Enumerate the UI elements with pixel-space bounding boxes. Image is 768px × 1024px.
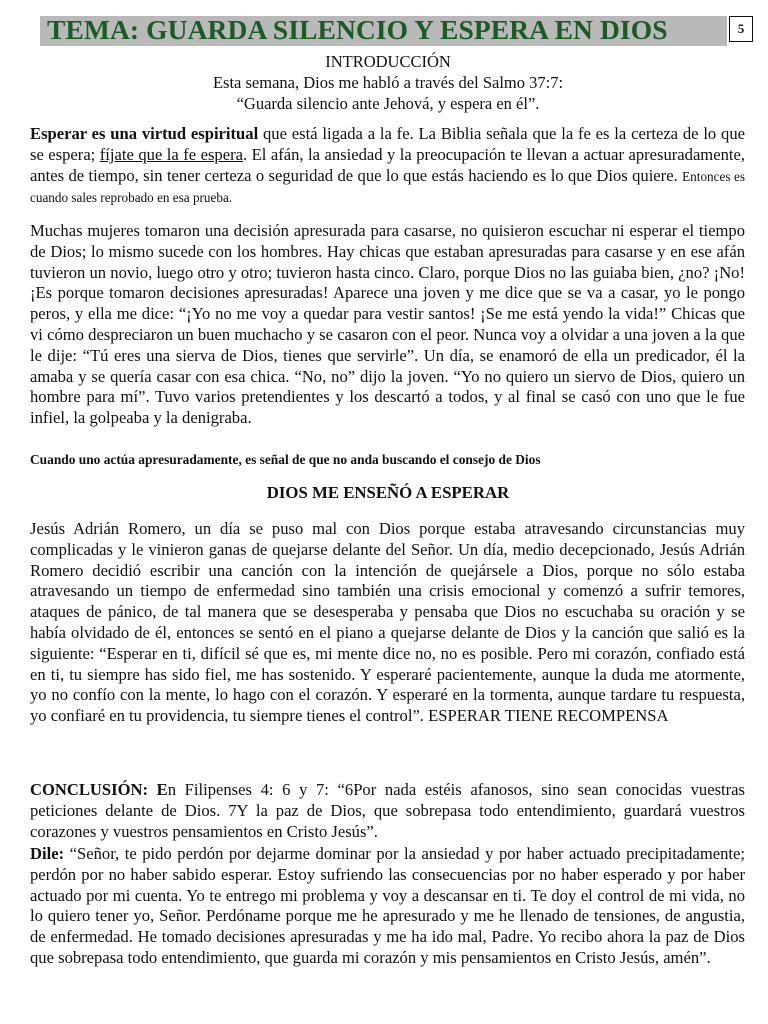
prayer-text: “Señor, te pido perdón por dejarme dominar por la ansiedad y por haber actuado precipitadamente; perdón por no haber sabido esperar. Estoy sufriendo las consecuencias por no haber esperado y por haber actuado por mi cuenta. Yo te entrego mi problema y voy a descansar en ti. Te doy el control de mi vida, no lo quiero tener yo, Señor. Perdóname porque me he apresurado y me he llenado de tensiones, de angustia, de enfermedad. He tomado decisiones apresuradas y me ha ido mal, Padre. Yo recibo ahora la paz de Dios que sobrepasa todo entendimiento, que guarda mi corazón y mis pensamientos en Cristo Jesús, amén”. xyxy=(30,844,745,967)
conclusion-label: CONCLUSIÓN: E xyxy=(30,780,168,799)
faith-waits-underline: fíjate que la fe espera xyxy=(99,144,243,164)
virtue-small-note: Entonces es cuando sales reprobado en esa prueba. xyxy=(30,168,745,206)
paragraph-virtue xyxy=(30,124,745,209)
paragraph-hasty-decisions: Muchas mujeres tomaron una decisión apresurada para casarse, no quisieron escuchar ni esperar el tiempo de Dios; lo mismo sucede con los hombres. Hay chicas que estaban apresuradas para casarse y en ese afán tuvieron un novio, luego otro y otro; tuvieron hasta cinco. Claro, porque Dios no las guiaba bien, ¿no? ¡No! ¡Es porque tomaron decisiones apresuradas! Aparece una joven y me dice que se va a casar, yo le pongo peros, y ella me dice: “¡Yo no me voy a quedar para vestir santos! ¡Se me está yendo la vida!” Chicas que vi cómo despreciaron un buen muchacho y se casaron con el peor. Nunca voy a olvidar a una joven a la que le dije: “Tú eres una sierva de Dios, tienes que servirle”. Un día, se enamoró de ella un predicador, él la amaba y se quería casar con esa chica. “No, no” dijo la joven. “Yo no quiero un siervo de Dios, quiero un hombre para mí”. Tuvo varios pretendientes y los descartó a todos, y al final se casó con uno que le fue infiel, la golpeaba y la denigraba. xyxy=(30,221,745,428)
page-title: TEMA: GUARDA SILENCIO Y ESPERA EN DIOS xyxy=(47,14,668,45)
virtue-text-b: . El afán, la ansiedad y la preocupación te llevan a actuar apresuradamente, antes de tiempo, sin tener certeza o seguridad de que lo que estás haciendo es lo que Dios quiere. xyxy=(30,144,746,185)
paragraph-song-story: Jesús Adrián Romero, un día se puso mal con Dios porque estaba atravesando circunstancias muy complicadas y le vinieron ganas de quejarse delante del Señor. Un día, medio decepcionado, Jesús Adrián Romero decidió escribir una canción con la intención de quejársele a Dios, porque no sólo estaba atravesando un tiempo de enfermedad sino también una crisis emocional y comenzó a sufrir temores, ataques de pánico, de tal manera que se desesperaba y pensaba que Dios no escuchaba su oración y se había olvidado de él, entonces se sentó en el piano a quejarse delante de Dios y la canción que salió es la siguiente: “Esperar en ti, difícil sé que es, mi mente dice no, no es posible. Pero mi corazón, confiado está en ti, tu siempre has sido fiel, me has sostenido. Y esperaré pacientemente, aunque la duda me atormente, yo no confío con la mente, lo hago con el corazón. Y esperaré en la tormenta, aunque tardare tu respuesta, yo confiaré en tu providencia, tu siempre tienes el control”. ESPERAR TIENE RECOMPENSA xyxy=(30,519,745,726)
paragraph-prayer xyxy=(30,844,745,969)
page-number-box: 5 xyxy=(729,16,753,42)
virtue-lead: Esperar es una virtud espiritual xyxy=(30,124,259,143)
prayer-label: Dile: xyxy=(30,844,65,863)
section-heading-god-taught-me: DIOS ME ENSEÑÓ A ESPERAR xyxy=(266,483,510,502)
intro-heading: INTRODUCCIÓN xyxy=(325,52,451,71)
intro-line-1: Esta semana, Dios me habló a través del Salmo 37:7: xyxy=(212,73,564,92)
intro-quote: “Guarda silencio ante Jehová, y espera en él”. xyxy=(236,94,540,113)
paragraph-conclusion xyxy=(30,780,745,842)
virtue-text-a: que está ligada a la fe. La Biblia señala que la fe es la certeza de lo que se espera; xyxy=(30,124,745,164)
hasty-decisions-note: Cuando uno actúa apresuradamente, es señal de que no anda buscando el consejo de Dios xyxy=(30,452,541,467)
conclusion-text: n Filipenses 4: 6 y 7: “6Por nada estéis afanosos, sino sean conocidas vuestras peticiones delante de Dios. 7Y la paz de Dios, que sobrepasa todo entendimiento, guardará vuestros corazones y vuestros pensamientos en Cristo Jesús”. xyxy=(30,780,745,841)
